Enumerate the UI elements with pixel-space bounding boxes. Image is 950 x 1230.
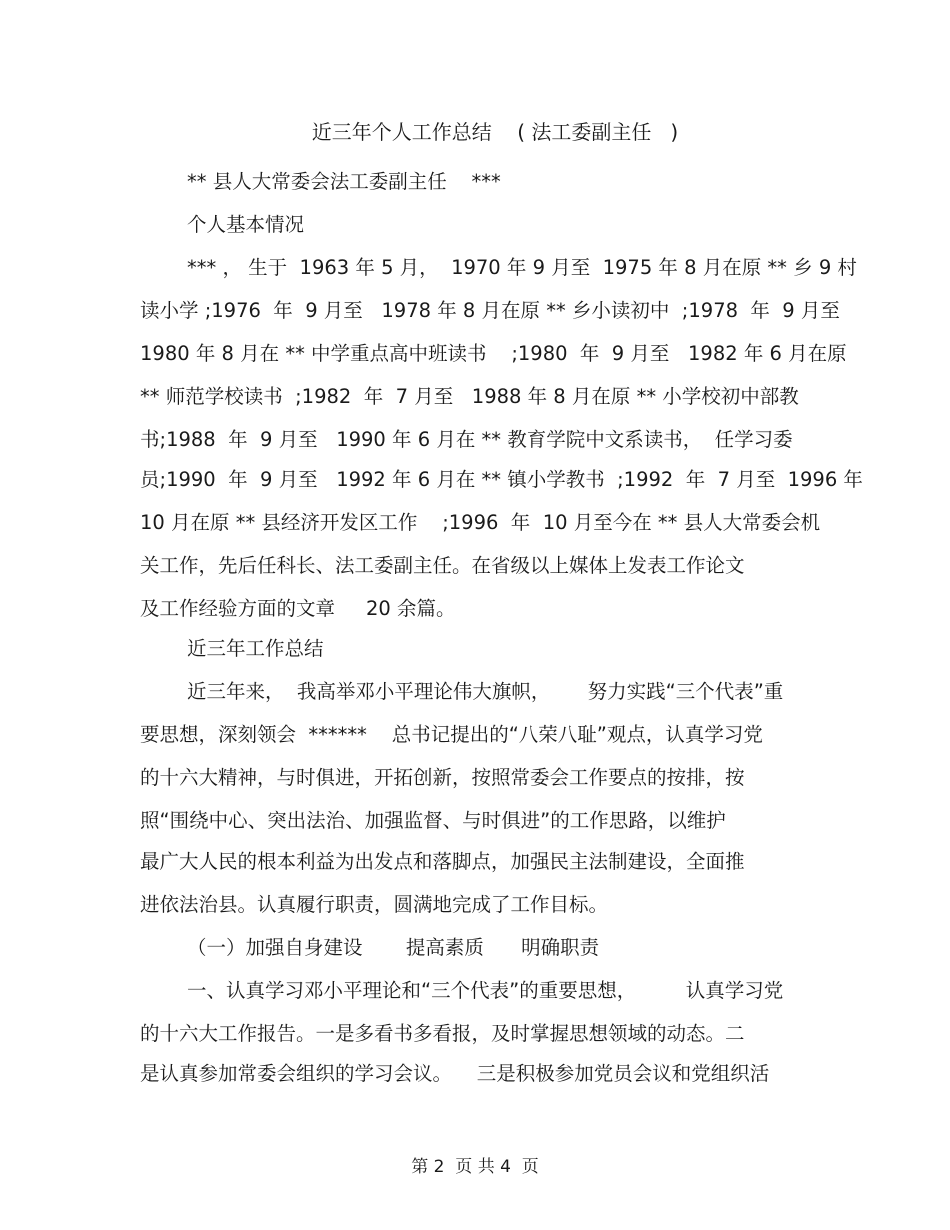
author-line: ** 县人大常委会法工委副主任 ***: [187, 170, 501, 193]
section-heading-basic-info: 个人基本情况: [187, 213, 305, 236]
body-line: 的十六大精神，与时俱进，开拓创新，按照常委会工作要点的按排，按: [140, 766, 745, 789]
body-line: 照“围绕中心、突出法治、加强监督、与时俱进”的工作思路，以维护: [140, 809, 726, 832]
body-line: 最广大人民的根本利益为出发点和落脚点，加强民主法制建设，全面推: [140, 850, 745, 873]
section-heading-summary: 近三年工作总结: [187, 637, 324, 660]
subsection-heading: （一）加强自身建设 提高素质 明确职责: [187, 936, 600, 959]
body-line: 要思想，深刻领会 ****** 总书记提出的“八荣八耻”观点，认真学习党: [140, 723, 763, 746]
body-line: 及工作经验方面的文章 20 余篇。: [140, 597, 456, 620]
document-title: 近三年个人工作总结 ( 法工委副主任 ): [311, 120, 679, 144]
body-line: 10 月在原 ** 县经济开发区工作 ;1996 年 10 月至今在 ** 县人大常委会机: [140, 511, 821, 534]
body-line: 是认真参加常委会组织的学习会议。 三是积极参加党员会议和党组织活: [140, 1062, 770, 1085]
body-line: 读小学 ;1976 年 9 月至 1978 年 8 月在原 ** 乡小读初中 ;1978 年 9 月至: [140, 299, 840, 322]
body-line: *** ， 生于 1963 年 5 月， 1970 年 9 月至 1975 年 8 月在原 ** 乡 9 村: [187, 256, 857, 279]
body-line: 的十六大工作报告。一是多看书多看报，及时掌握思想领域的动态。二: [140, 1022, 745, 1045]
body-line: 1980 年 8 月在 ** 中学重点高中班读书 ;1980 年 9 月至 1982 年 6 月在原: [140, 342, 847, 365]
body-line: 近三年来， 我高举邓小平理论伟大旗帜， 努力实践“三个代表”重: [187, 680, 784, 703]
page-number-footer: 第 2 页 共 4 页: [411, 1157, 539, 1177]
body-line: 进依法治县。认真履行职责，圆满地完成了工作目标。: [140, 893, 609, 916]
body-line: 员;1990 年 9 月至 1992 年 6 月在 ** 镇小学教书 ;1992 年 7 月至 1996 年: [140, 468, 863, 491]
body-line: ** 师范学校读书 ;1982 年 7 月至 1988 年 8 月在原 ** 小学校初中部教: [140, 385, 799, 408]
body-line: 关工作，先后任科长、法工委副主任。在省级以上媒体上发表工作论文: [140, 554, 745, 577]
body-line: 一、认真学习邓小平理论和“三个代表”的重要思想， 认真学习党: [187, 979, 784, 1002]
body-line: 书;1988 年 9 月至 1990 年 6 月在 ** 教育学院中文系读书， 任学习委: [140, 428, 793, 451]
